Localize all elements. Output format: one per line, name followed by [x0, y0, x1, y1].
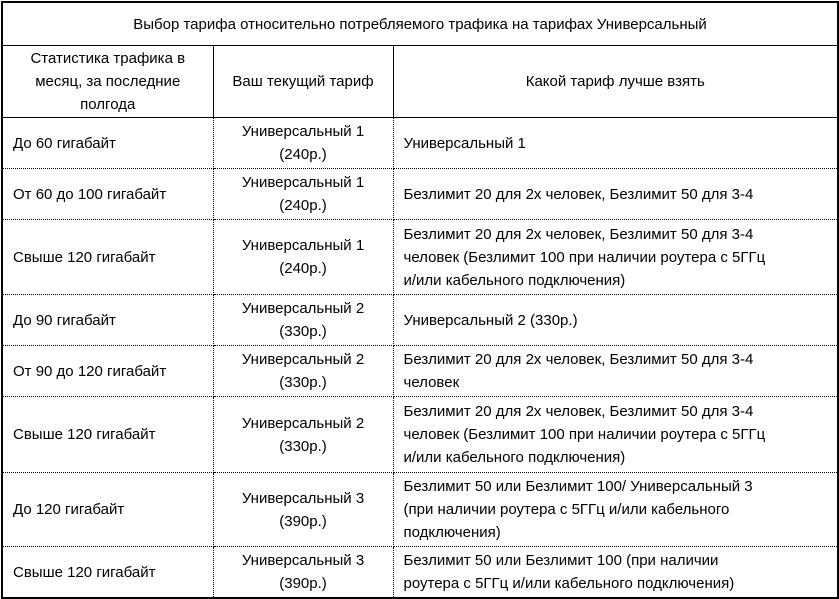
table-row [2, 473, 838, 547]
cell-recommended-tariff [393, 169, 838, 220]
cell-recommended-tariff [393, 346, 838, 397]
cell-current-tariff [213, 397, 393, 473]
cell-traffic: Свыше 120 гигабайт [2, 547, 213, 599]
title-row [2, 2, 838, 46]
cell-text: Безлимит 20 для 2х человек, Безлимит 50 для 3-4 человек [403, 351, 754, 391]
table-row [2, 220, 838, 295]
cell-current-tariff [213, 295, 393, 346]
cell-text: Безлимит 20 для 2х человек, Безлимит 50 для 3-4 [403, 185, 754, 203]
cell-text: Безлимит 20 для 2х человек, Безлимит 50 для 3-4 человек (Безлимит 100 при наличии роутера с 5ГГц и/или кабельного подключения) [403, 403, 766, 466]
column-header-recommended-tariff: Какой тариф лучше взять [393, 46, 838, 118]
cell-recommended-tariff [393, 295, 838, 346]
cell-text: Универсальный 2 (330р.) [403, 311, 578, 329]
cell-current-tariff [213, 346, 393, 397]
cell-recommended-tariff [393, 220, 838, 295]
table-row [2, 547, 838, 599]
cell-traffic: До 60 гигабайт [2, 118, 213, 169]
cell-text: Универсальный 2 (330р.) [241, 351, 365, 391]
cell-traffic: От 60 до 100 гигабайт [2, 169, 213, 220]
table-title: Выбор тарифа относительно потребляемого трафика на тарифах Универсальный [2, 2, 838, 46]
cell-recommended-tariff [393, 397, 838, 473]
table-row [2, 397, 838, 473]
cell-current-tariff [213, 118, 393, 169]
cell-text: Универсальный 1 [403, 134, 526, 152]
cell-current-tariff [213, 473, 393, 547]
cell-text: Безлимит 50 или Безлимит 100 (при наличии роутера с 5ГГц и/или кабельного подключения) [403, 552, 735, 592]
cell-text: Безлимит 20 для 2х человек, Безлимит 50 для 3-4 человек (Безлимит 100 при наличии роутера с 5ГГц и/или кабельного подключения) [403, 225, 766, 289]
table-row [2, 295, 838, 346]
table-row [2, 346, 838, 397]
table-row [2, 118, 838, 169]
column-header-traffic: Статистика трафика в месяц, за последние полгода [2, 46, 213, 118]
header-row [2, 46, 838, 118]
cell-recommended-tariff [393, 473, 838, 547]
cell-traffic: Свыше 120 гигабайт [2, 220, 213, 295]
cell-recommended-tariff [393, 547, 838, 599]
table-row [2, 169, 838, 220]
cell-text: Универсальный 1 (240р.) [241, 123, 365, 163]
cell-recommended-tariff [393, 118, 838, 169]
cell-traffic: Свыше 120 гигабайт [2, 397, 213, 473]
cell-current-tariff [213, 547, 393, 599]
tariff-table [1, 1, 839, 599]
cell-traffic: До 90 гигабайт [2, 295, 213, 346]
cell-text: Универсальный 1 (240р.) [241, 237, 365, 277]
cell-current-tariff [213, 169, 393, 220]
cell-current-tariff [213, 220, 393, 295]
cell-text: Универсальный 3 (390р.) [241, 489, 365, 530]
column-header-current-tariff: Ваш текущий тариф [213, 46, 393, 118]
cell-traffic: До 120 гигабайт [2, 473, 213, 547]
cell-text: Безлимит 50 или Безлимит 100/ Универсальный 3 (при наличии роутера с 5ГГц и/или кабельного подключения) [403, 478, 753, 541]
cell-text: Универсальный 3 (390р.) [241, 552, 365, 592]
cell-text: Универсальный 2 (330р.) [241, 300, 365, 340]
cell-traffic: От 90 до 120 гигабайт [2, 346, 213, 397]
cell-text: Универсальный 2 (330р.) [241, 414, 365, 455]
cell-text: Универсальный 1 (240р.) [241, 174, 365, 214]
